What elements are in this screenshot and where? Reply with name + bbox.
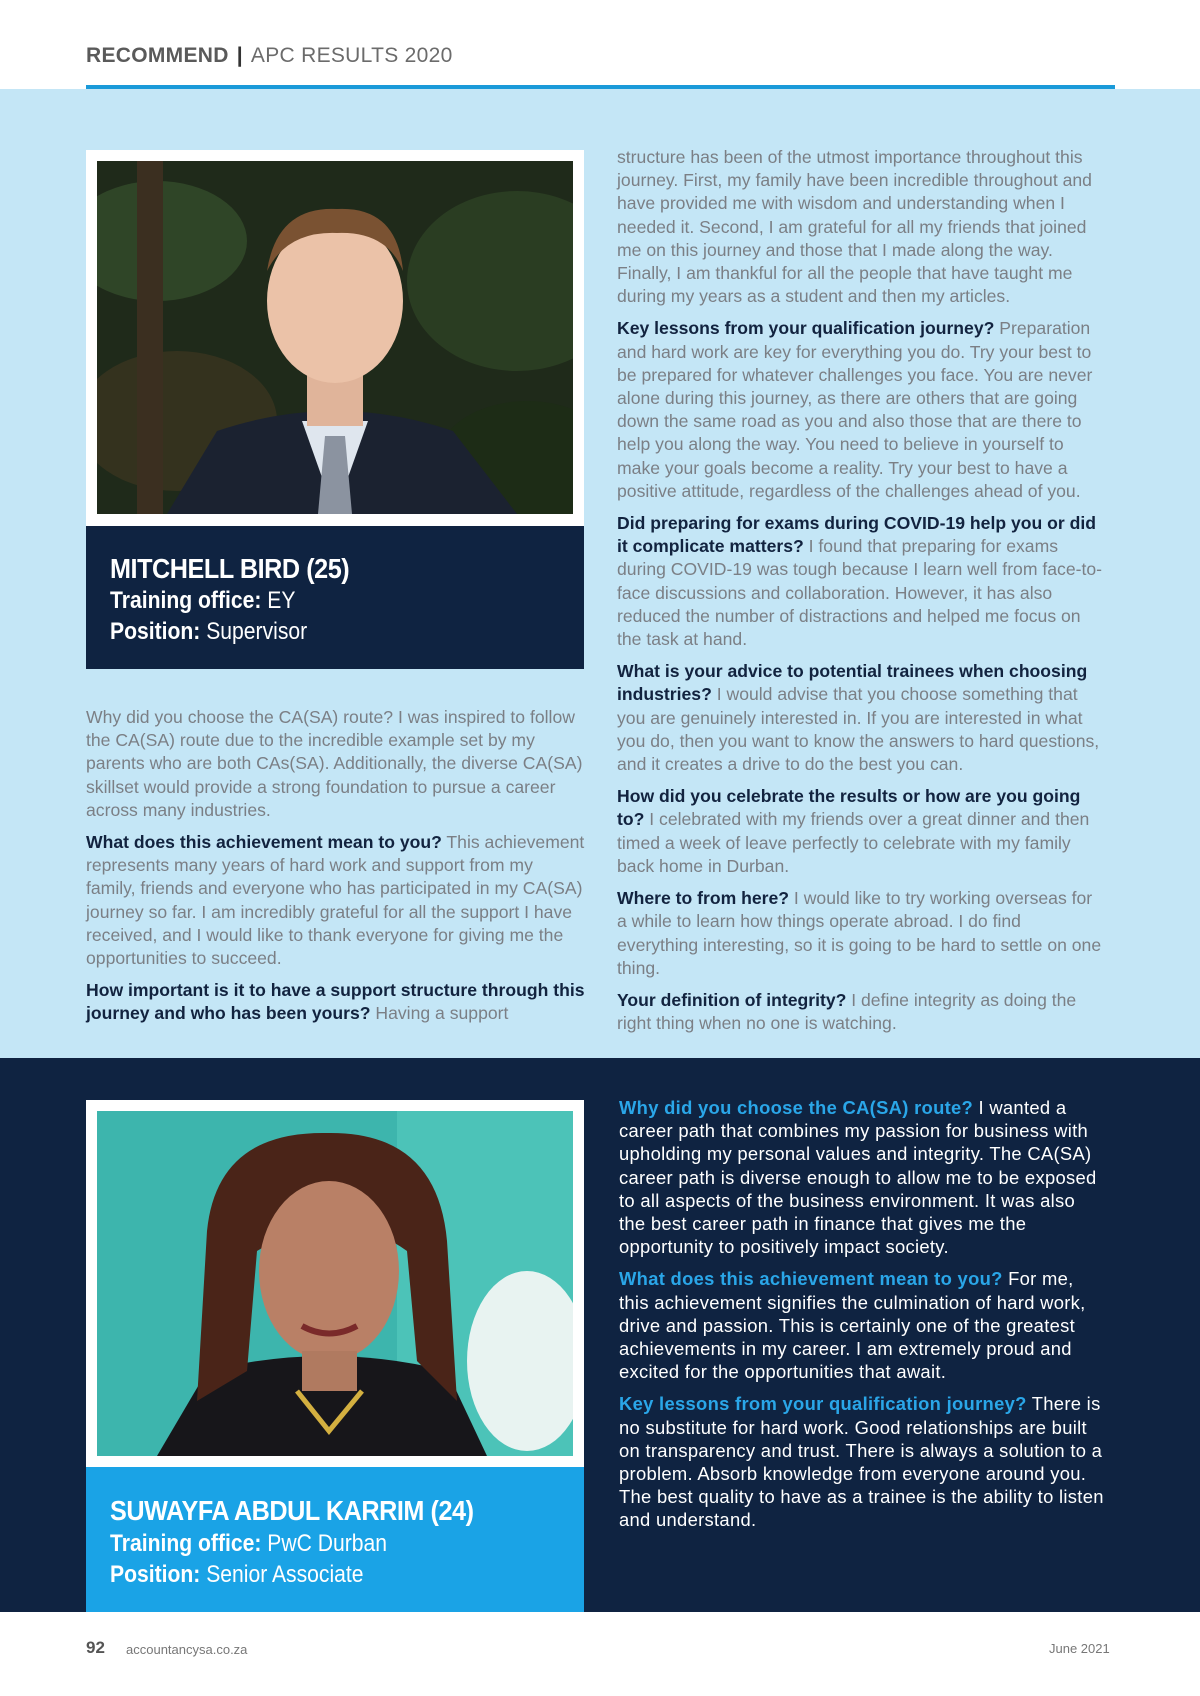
paragraph: How did you celebrate the results or how are you going to? I celebrated with my friends over a great dinner and then timed a week of leave perfectly to celebrate with my family back home in Durban.: [617, 786, 1090, 876]
position-label: Position:: [110, 1561, 201, 1588]
paragraph: Key lessons from your qualification journey? Preparation and hard work are key for everything you do. Try your best to be prepared for whatever challenges you face. You are never alone during this journey, as there are others that are going down the same road as you and also those that are there to help you along the way. You need to believe in yourself to make your goals become a reality. Try your best to have a positive attitude, regardless of the challenges ahead of you.: [617, 318, 1093, 501]
profile2-name: SUWAYFA ABDUL KARRIM (24): [110, 1495, 474, 1526]
office-label: Training office:: [110, 1530, 262, 1557]
position-value: Supervisor: [206, 618, 308, 645]
office-value: EY: [267, 587, 296, 614]
header-separator: |: [236, 44, 243, 67]
profile1-namecard: [86, 526, 584, 669]
section-label: RECOMMEND: [86, 44, 229, 67]
paragraph: What does this achievement mean to you? For me, this achievement signifies the culmination of hard work, drive and passion. This is certainly one of the greatest achievements in my career. I am extremely proud and excited for the opportunities that await.: [619, 1268, 1086, 1383]
header-title: APC RESULTS 2020: [250, 44, 453, 67]
footer-website: accountancysa.co.za: [126, 1642, 248, 1657]
office-value: PwC Durban: [267, 1530, 387, 1557]
profile2-right-column: [619, 1096, 1105, 1541]
portrait-man-image: [97, 161, 573, 514]
profile2-position: [110, 1561, 364, 1589]
profile1-right-column: [617, 146, 1103, 1044]
paragraph: Where to from here? I would like to try working overseas for a while to learn how things operate abroad. I do find everything interesting, so it is going to be hard to settle on one thing.: [617, 888, 1102, 978]
office-label: Training office:: [110, 587, 262, 614]
running-header: [86, 44, 453, 68]
paragraph: Did preparing for exams during COVID-19 help you or did it complicate matters? I found that preparing for exams during COVID-19 was tough because I learn well from face-to-face discussions and collaboration. However, it has also reduced the number of distractions and helped me focus on the task at hand.: [617, 513, 1103, 650]
paragraph: What is your advice to potential trainees when choosing industries? I would advise that you choose something that you are genuinely interested in. If you are interested in what you do, then you want to know the answers to hard questions, and it creates a drive to do the best you can.: [617, 661, 1100, 775]
paragraph: How important is it to have a support structure through this journey and who has been yours? Having a support: [86, 980, 585, 1024]
profile1-office: [110, 587, 295, 615]
portrait-woman-image: [97, 1111, 573, 1456]
position-label: Position:: [110, 618, 201, 645]
profile1-position: [110, 618, 307, 646]
paragraph: Why did you choose the CA(SA) route? I was inspired to follow the CA(SA) route due to the incredible example set by my parents who are both CAs(SA). Additionally, the diverse CA(SA) skillset would provide a strong foundation to pursue a career across many industries.: [86, 707, 583, 820]
profile2-office: [110, 1530, 387, 1558]
profile1-left-column: [86, 706, 586, 1035]
paragraph: structure has been of the utmost importance throughout this journey. First, my family have been incredible throughout and have provided me with wisdom and understanding when I needed it. Second, I am grateful for all my friends that joined me on this journey and those that I made along the way. Finally, I am thankful for all the people that have taught me during my years as a student and then my articles.: [617, 147, 1092, 307]
profile2-photo: [97, 1111, 573, 1456]
paragraph: Why did you choose the CA(SA) route? I wanted a career path that combines my passion for business with upholding my personal values and integrity. The CA(SA) career path is diverse enough to allow me to be exposed to all aspects of the business environment. It was also the best career path in finance that gives me the opportunity to positively impact society.: [619, 1097, 1097, 1258]
profile1-name: MITCHELL BIRD (25): [110, 553, 350, 584]
footer-date: June 2021: [1049, 1641, 1110, 1656]
page-number: 92: [86, 1638, 105, 1657]
position-value: Senior Associate: [206, 1561, 364, 1588]
paragraph: What does this achievement mean to you? This achievement represents many years of hard work and support from my family, friends and everyone who has participated in my CA(SA) journey so far. I am incredibly grateful for all the support I have received, and I would like to thank everyone for giving me the opportunities to succeed.: [86, 832, 585, 969]
paragraph: Your definition of integrity? I define integrity as doing the right thing when no one is watching.: [617, 989, 1077, 1034]
paragraph: Key lessons from your qualification journey? There is no substitute for hard work. Good relationships are built on transparency and trust. There is always a solution to a problem. Absorb knowledge from everyone around you. The best quality to have as a trainee is the ability to listen and understand.: [619, 1393, 1104, 1531]
profile1-photo: [97, 161, 573, 514]
profile2-namecard: [86, 1467, 584, 1612]
